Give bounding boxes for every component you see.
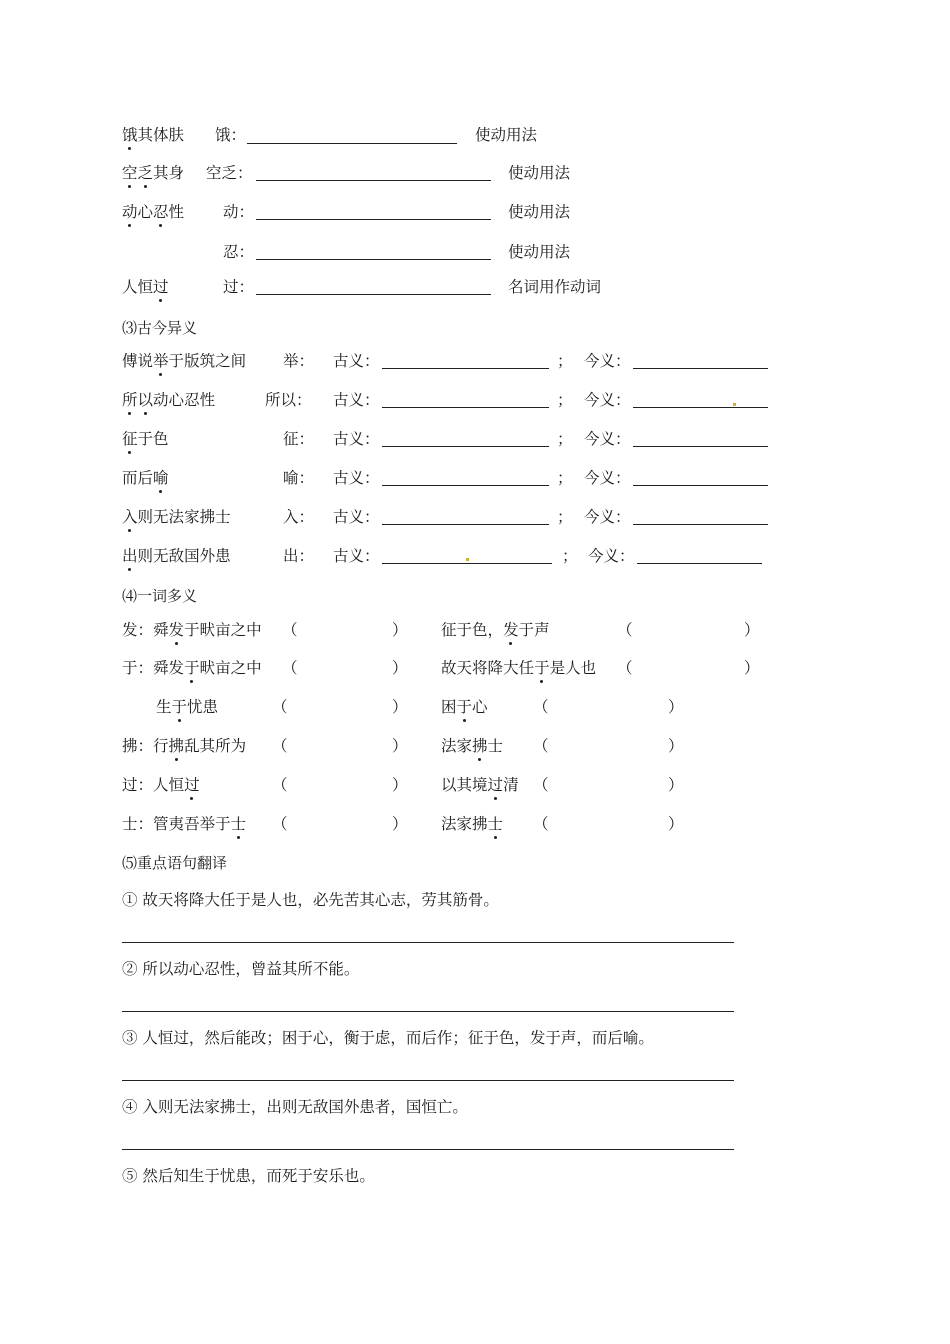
answer-paren-close[interactable]: ） bbox=[392, 621, 408, 639]
ancient-meaning-label: 古义： bbox=[333, 547, 380, 565]
polysemy-item: 生于忧患 bbox=[156, 698, 219, 716]
modern-meaning-label: 今义： bbox=[584, 508, 631, 526]
usage-phrase: 饿其体肤 bbox=[122, 126, 185, 144]
translation-sentence: ① 故天将降大任于是人也，必先苦其心志，劳其筋骨。 bbox=[122, 891, 499, 909]
emphasized-char: 拂 bbox=[168, 737, 185, 755]
emphasized-char: 于 bbox=[456, 698, 473, 716]
answer-paren-close[interactable]: ） bbox=[744, 621, 760, 639]
answer-paren-close[interactable]: ） bbox=[668, 815, 684, 833]
meaning-phrase: 出则无敌国外患 bbox=[122, 547, 231, 565]
answer-paren-open[interactable]: （ bbox=[617, 659, 633, 677]
separator: ； bbox=[557, 469, 573, 487]
translation-answer-line[interactable] bbox=[122, 1080, 734, 1081]
section-heading: ⑸重点语句翻译 bbox=[122, 854, 228, 872]
emphasized-char: 于 bbox=[534, 659, 550, 677]
emphasized-char: 于 bbox=[184, 659, 200, 677]
emphasized-char: 拂 bbox=[472, 737, 488, 755]
modern-meaning-label: 今义： bbox=[588, 547, 635, 565]
polysemy-item: 发：舜发于畎亩之中 bbox=[122, 621, 262, 639]
emphasized-char: 饿 bbox=[122, 126, 138, 144]
modern-meaning-label: 今义： bbox=[584, 391, 631, 409]
emphasized-char: 发 bbox=[503, 621, 519, 639]
meaning-phrase: 而后喻 bbox=[122, 469, 169, 487]
answer-paren-close[interactable]: ） bbox=[744, 659, 760, 677]
answer-blank[interactable] bbox=[256, 219, 491, 220]
ancient-meaning-label: 古义： bbox=[333, 430, 380, 448]
answer-paren-open[interactable]: （ bbox=[533, 737, 549, 755]
polysemy-item: 士：管夷吾举于士 bbox=[122, 815, 247, 833]
emphasized-char: 所 bbox=[122, 391, 138, 409]
ancient-meaning-blank[interactable] bbox=[382, 407, 549, 408]
answer-paren-close[interactable]: ） bbox=[668, 737, 684, 755]
ancient-meaning-label: 古义： bbox=[333, 469, 380, 487]
usage-phrase: 空乏其身 bbox=[122, 164, 185, 182]
target-word: 举： bbox=[283, 352, 315, 370]
section-heading: ⑷一词多义 bbox=[122, 587, 198, 605]
usage-type: 使动用法 bbox=[508, 164, 571, 182]
answer-paren-close[interactable]: ） bbox=[668, 698, 684, 716]
answer-blank[interactable] bbox=[256, 259, 491, 260]
polysemy-item: 以其境过清 bbox=[441, 776, 519, 794]
answer-paren-open[interactable]: （ bbox=[617, 621, 633, 639]
usage-phrase: 人恒过 bbox=[122, 278, 169, 296]
answer-paren-open[interactable]: （ bbox=[272, 815, 288, 833]
answer-paren-close[interactable]: ） bbox=[392, 659, 408, 677]
emphasized-char: 乏 bbox=[137, 164, 154, 182]
answer-paren-open[interactable]: （ bbox=[272, 698, 288, 716]
answer-blank[interactable] bbox=[247, 143, 457, 144]
answer-blank[interactable] bbox=[256, 294, 491, 295]
translation-sentence: ④ 入则无法家拂士，出则无敌国外患者，国恒亡。 bbox=[122, 1098, 468, 1116]
answer-paren-open[interactable]: （ bbox=[533, 815, 549, 833]
emphasized-char: 动 bbox=[122, 203, 138, 221]
answer-paren-open[interactable]: （ bbox=[533, 698, 549, 716]
emphasized-char: 出 bbox=[122, 547, 138, 565]
emphasized-char: 过 bbox=[487, 776, 504, 794]
usage-type: 名词用作动词 bbox=[508, 278, 602, 296]
ancient-meaning-blank[interactable] bbox=[382, 368, 549, 369]
target-word: 所以： bbox=[265, 391, 312, 409]
separator: ； bbox=[562, 547, 578, 565]
separator: ； bbox=[557, 430, 573, 448]
usage-type: 使动用法 bbox=[508, 203, 571, 221]
stray-mark bbox=[733, 403, 736, 406]
ancient-meaning-blank[interactable] bbox=[382, 485, 549, 486]
emphasized-char: 过 bbox=[153, 278, 169, 296]
ancient-meaning-label: 古义： bbox=[333, 508, 380, 526]
separator: ； bbox=[557, 391, 573, 409]
usage-word-label: 忍： bbox=[223, 243, 255, 261]
emphasized-char: 举 bbox=[153, 352, 169, 370]
stray-mark bbox=[466, 558, 469, 561]
target-word: 入： bbox=[283, 508, 315, 526]
separator: ； bbox=[557, 508, 573, 526]
meaning-phrase: 入则无法家拂士 bbox=[122, 508, 231, 526]
translation-answer-line[interactable] bbox=[122, 1011, 734, 1012]
usage-word-label: 动： bbox=[223, 203, 255, 221]
answer-paren-close[interactable]: ） bbox=[392, 815, 408, 833]
answer-paren-close[interactable]: ） bbox=[392, 737, 408, 755]
emphasized-char: 空 bbox=[122, 164, 138, 182]
emphasized-char: 征 bbox=[122, 430, 138, 448]
usage-word-label: 饿： bbox=[215, 126, 247, 144]
polysemy-item: 于：舜发于畎亩之中 bbox=[122, 659, 262, 677]
ancient-meaning-label: 古义： bbox=[333, 391, 380, 409]
emphasized-char: 入 bbox=[122, 508, 138, 526]
meaning-phrase: 征于色 bbox=[122, 430, 169, 448]
target-word: 喻： bbox=[283, 469, 315, 487]
polysemy-item: 故天将降大任于是人也 bbox=[441, 659, 597, 677]
meaning-phrase: 所以动心忍性 bbox=[122, 391, 216, 409]
modern-meaning-blank[interactable] bbox=[633, 446, 768, 447]
polysemy-item: 过：人恒过 bbox=[122, 776, 200, 794]
modern-meaning-blank[interactable] bbox=[633, 485, 768, 486]
ancient-meaning-blank[interactable] bbox=[382, 524, 549, 525]
ancient-meaning-blank[interactable] bbox=[382, 446, 549, 447]
usage-word-label: 过： bbox=[223, 278, 255, 296]
answer-paren-close[interactable]: ） bbox=[392, 776, 408, 794]
answer-paren-open[interactable]: （ bbox=[282, 621, 298, 639]
section-heading: ⑶古今异义 bbox=[122, 319, 198, 337]
polysemy-item: 法家拂士 bbox=[441, 737, 504, 755]
modern-meaning-label: 今义： bbox=[584, 469, 631, 487]
ancient-meaning-blank[interactable] bbox=[382, 563, 552, 564]
polysemy-item: 法家拂士 bbox=[441, 815, 504, 833]
polysemy-item: 征于色，发于声 bbox=[441, 621, 550, 639]
answer-paren-open[interactable]: （ bbox=[282, 659, 298, 677]
polysemy-item: 拂：行拂乱其所为 bbox=[122, 737, 247, 755]
emphasized-char: 过 bbox=[184, 776, 200, 794]
target-word: 出： bbox=[283, 547, 315, 565]
emphasized-char: 士 bbox=[230, 815, 247, 833]
emphasized-char: 喻 bbox=[153, 469, 169, 487]
usage-word-label: 空乏： bbox=[206, 164, 253, 182]
answer-paren-open[interactable]: （ bbox=[272, 776, 288, 794]
usage-type: 使动用法 bbox=[508, 243, 571, 261]
translation-sentence: ② 所以动心忍性，曾益其所不能。 bbox=[122, 960, 360, 978]
emphasized-char: 士 bbox=[487, 815, 504, 833]
usage-phrase: 动心忍性 bbox=[122, 203, 185, 221]
emphasized-char: 忍 bbox=[153, 203, 169, 221]
modern-meaning-label: 今义： bbox=[584, 352, 631, 370]
meaning-phrase: 傅说举于版筑之间 bbox=[122, 352, 247, 370]
answer-paren-close[interactable]: ） bbox=[668, 776, 684, 794]
ancient-meaning-label: 古义： bbox=[333, 352, 380, 370]
emphasized-char: 于 bbox=[171, 698, 188, 716]
answer-blank[interactable] bbox=[256, 180, 491, 181]
answer-paren-open[interactable]: （ bbox=[272, 737, 288, 755]
translation-answer-line[interactable] bbox=[122, 942, 734, 943]
translation-answer-line[interactable] bbox=[122, 1149, 734, 1150]
separator: ； bbox=[557, 352, 573, 370]
target-word: 征： bbox=[283, 430, 315, 448]
emphasized-char: 以 bbox=[137, 391, 154, 409]
translation-sentence: ⑤ 然后知生于忧患，而死于安乐也。 bbox=[122, 1167, 375, 1185]
usage-type: 使动用法 bbox=[475, 126, 538, 144]
modern-meaning-label: 今义： bbox=[584, 430, 631, 448]
emphasized-char: 发 bbox=[168, 621, 185, 639]
modern-meaning-blank[interactable] bbox=[633, 407, 768, 408]
modern-meaning-blank[interactable] bbox=[633, 368, 768, 369]
answer-paren-open[interactable]: （ bbox=[533, 776, 549, 794]
modern-meaning-blank[interactable] bbox=[633, 524, 768, 525]
translation-sentence: ③ 人恒过，然后能改；困于心，衡于虑，而后作；征于色，发于声，而后喻。 bbox=[122, 1029, 654, 1047]
polysemy-item: 困于心 bbox=[441, 698, 488, 716]
answer-paren-close[interactable]: ） bbox=[392, 698, 408, 716]
modern-meaning-blank[interactable] bbox=[637, 563, 762, 564]
